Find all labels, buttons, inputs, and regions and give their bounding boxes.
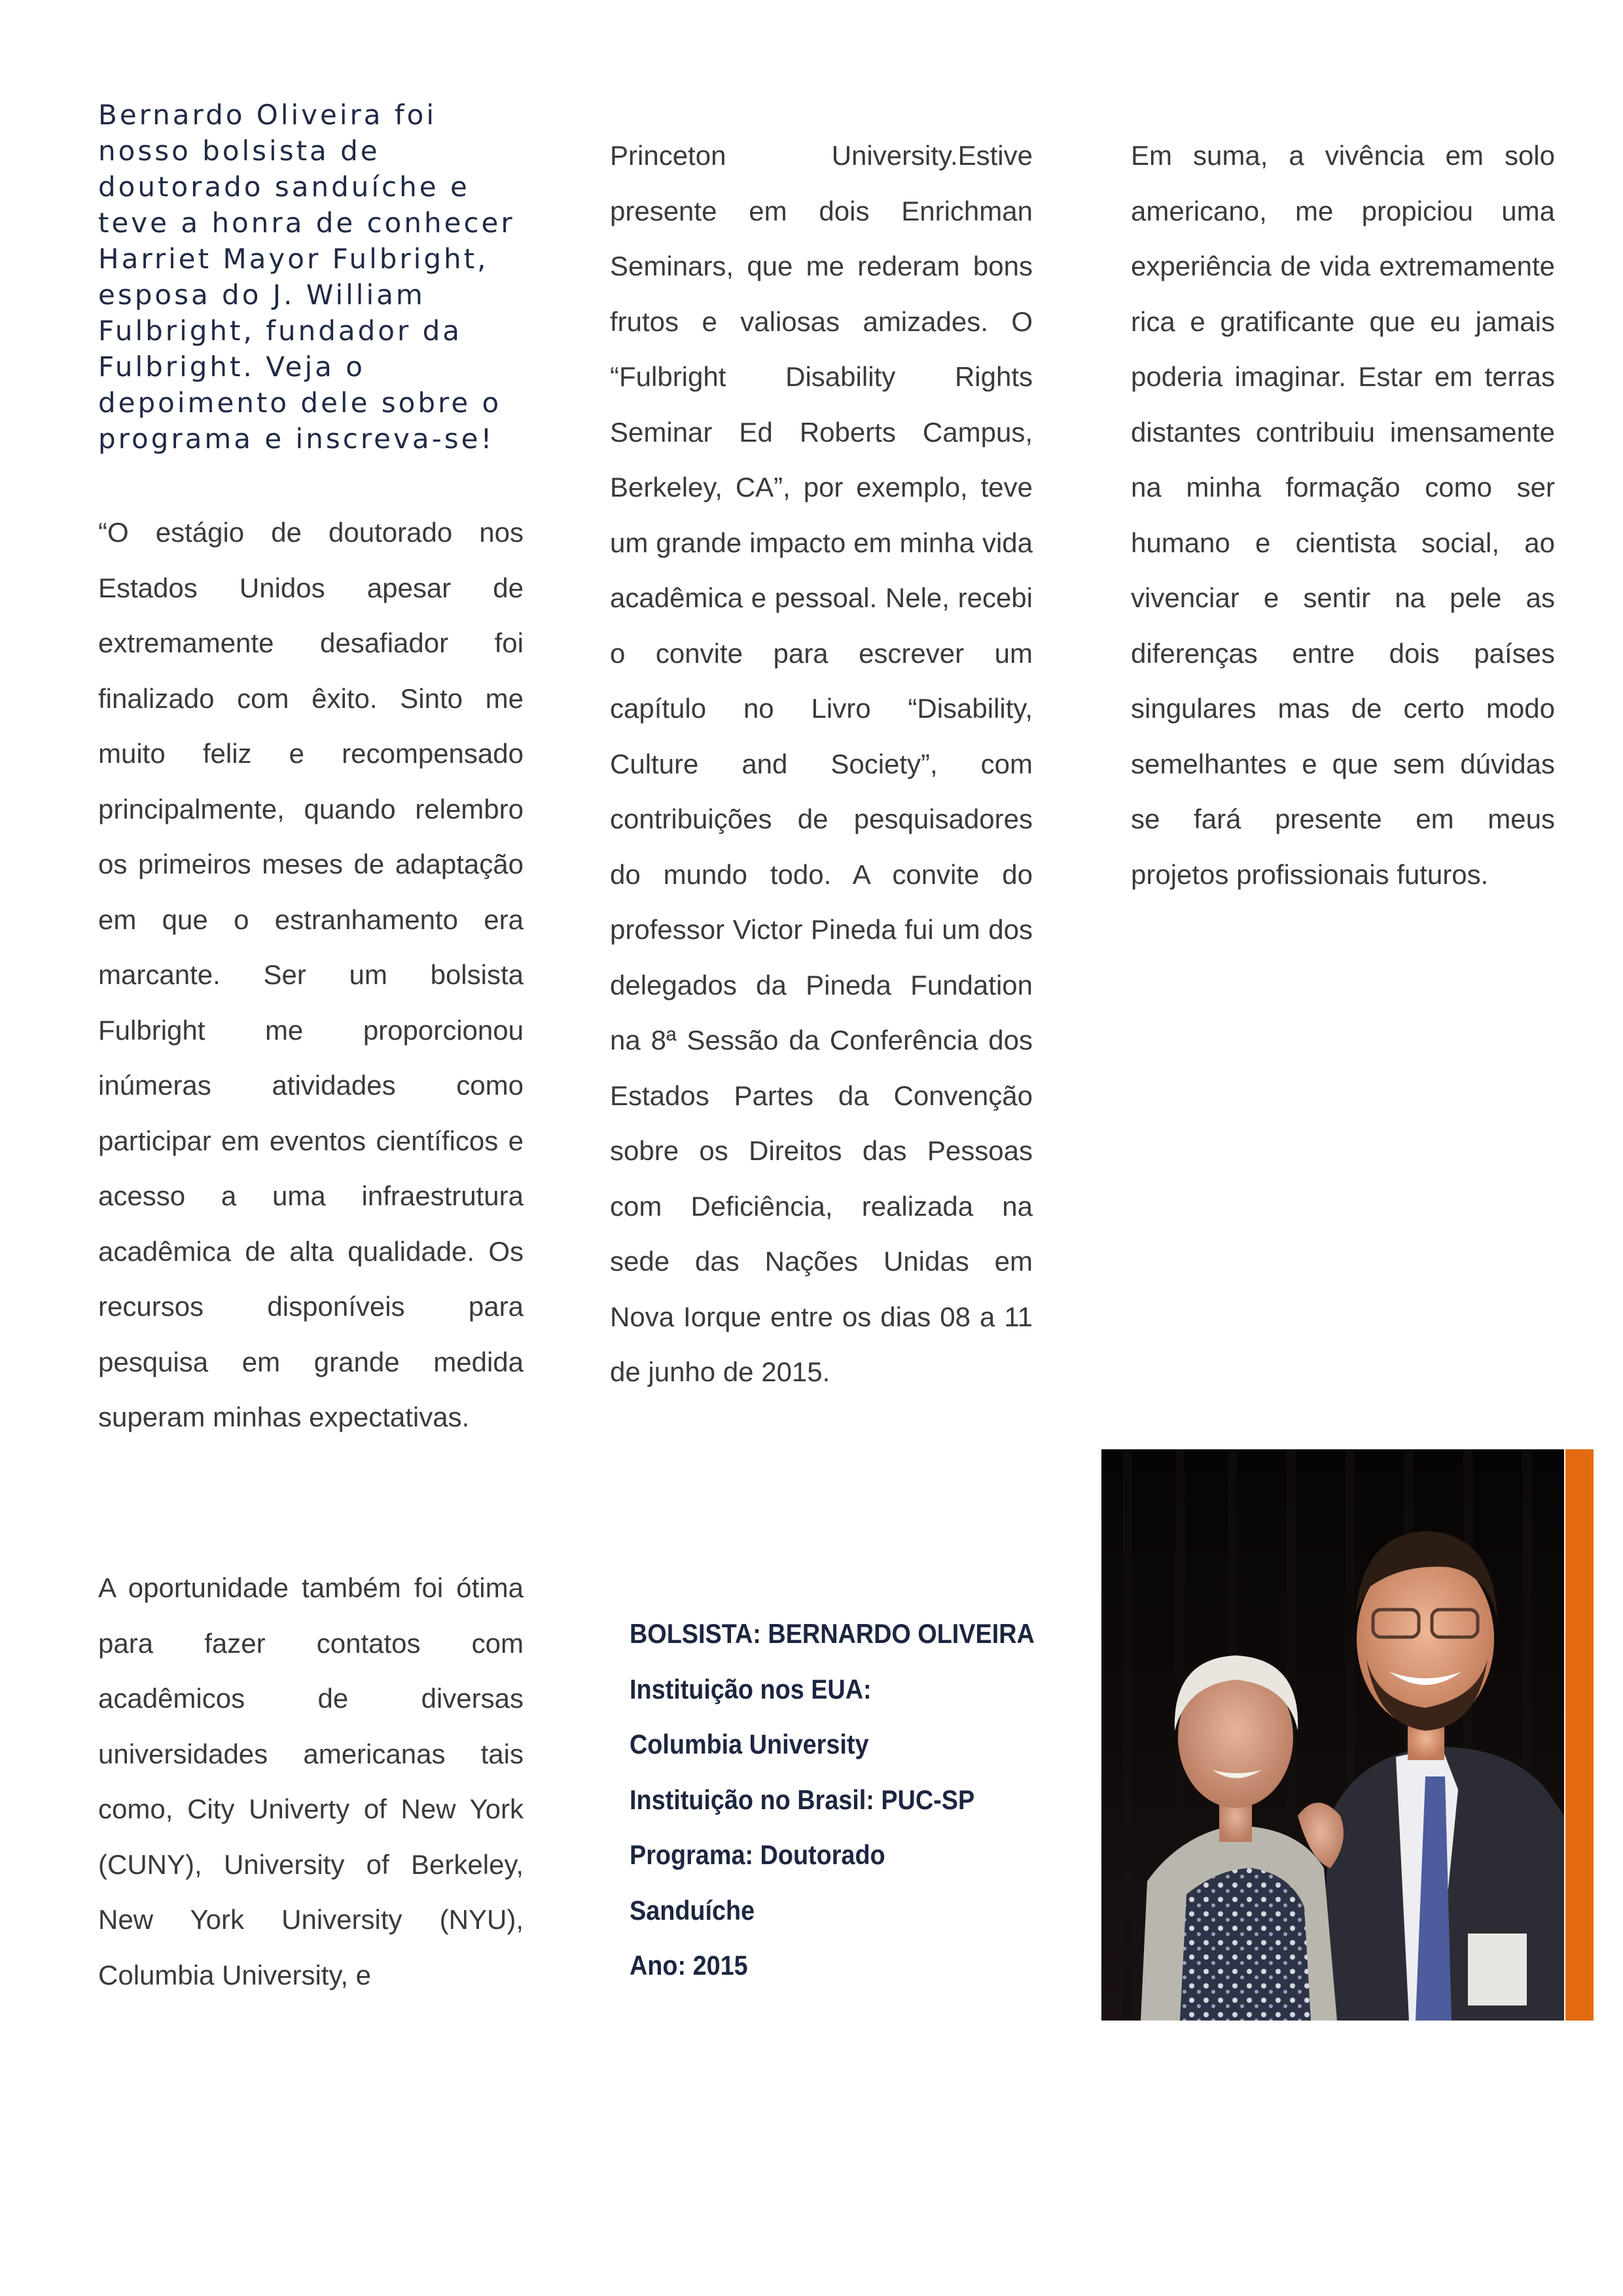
- intro-line: Fulbright, fundador da: [98, 315, 462, 347]
- intro-line: programa e inscreva-se!: [98, 423, 495, 455]
- intro-line: teve a honra de conhecer: [98, 207, 515, 239]
- intro-line: doutorado sanduíche e: [98, 171, 470, 203]
- us-institution-label: Instituição nos EUA:: [630, 1673, 872, 1704]
- year: Ano: 2015: [630, 1950, 748, 1981]
- intro-line: depoimento dele sobre o: [98, 387, 502, 419]
- program-value: Sanduíche: [630, 1894, 755, 1926]
- program-label: Programa: Doutorado: [630, 1839, 885, 1870]
- testimony-paragraph-3: Princeton University.Estive presente em dois Enrichman Seminars, que me rederam bons frutos e valiosas amizades. O “Fulbright Disability Rights Seminar Ed Roberts Campus, Berkeley, CA”, por exemplo, teve um grande impacto em minha vida acadêmica e pessoal. Nele, recebi o convite para escrever um capítulo no Livro “Disability, Culture and Society”, com contribuições de pesquisadores do mundo todo. A convite do professor Victor Pineda fui um dos delegados da Pineda Fundation na 8ª Sessão da Conferência dos Estados Partes da Convenção sobre os Direitos das Pessoas com Deficiência, realizada na sede das Nações Unidas em Nova Iorque entre os dias 08 a 11 de junho de 2015.: [610, 140, 1033, 1387]
- intro-line: Bernardo Oliveira foi: [98, 99, 437, 131]
- testimony-paragraph-4: Em suma, a vivência em solo americano, me propiciou uma experiência de vida extremamente rica e gratificante que eu jamais poderia imaginar. Estar em terras distantes contribuiu imensamente na minha formação como ser humano e cientista social, ao vivenciar e sentir na pele as diferenças entre dois países singulares mas de certo modo semelhantes e que sem dúvidas se fará presente em meus projetos profissionais futuros.: [1131, 140, 1555, 890]
- brazil-institution: Instituição no Brasil: PUC-SP: [630, 1784, 975, 1815]
- intro-line: nosso bolsista de: [98, 135, 380, 167]
- intro-heading: [98, 97, 524, 457]
- us-institution-value: Columbia University: [630, 1729, 869, 1759]
- scholar-name: BOLSISTA: BERNARDO OLIVEIRA: [630, 1618, 1035, 1649]
- intro-line: esposa do J. William: [98, 279, 425, 311]
- accent-bar: [1565, 1449, 1594, 2021]
- testimony-paragraph-2: A oportunidade também foi ótima para fazer contatos com acadêmicos de diversas universidades americanas tais como, City Univerty of New York (CUNY), University of Berkeley, New York University (NYU), Columbia University, e: [98, 1572, 524, 1990]
- testimony-paragraph-1: “O estágio de doutorado nos Estados Unidos apesar de extremamente desafiador foi finalizado com êxito. Sinto me muito feliz e recompensado principalmente, quando relembro os primeiros meses de adaptação em que o estranhamento era marcante. Ser um bolsista Fulbright me proporcionou inúmeras atividades como participar em eventos científicos e acesso a uma infraestrutura acadêmica de alta qualidade. Os recursos disponíveis para pesquisa em grande medida superam minhas expectativas.: [98, 517, 524, 1432]
- scholar-photo: [1101, 1449, 1564, 2021]
- intro-line: Harriet Mayor Fulbright,: [98, 243, 489, 275]
- intro-line: Fulbright. Veja o: [98, 351, 365, 383]
- scholar-details: [630, 1606, 1035, 1994]
